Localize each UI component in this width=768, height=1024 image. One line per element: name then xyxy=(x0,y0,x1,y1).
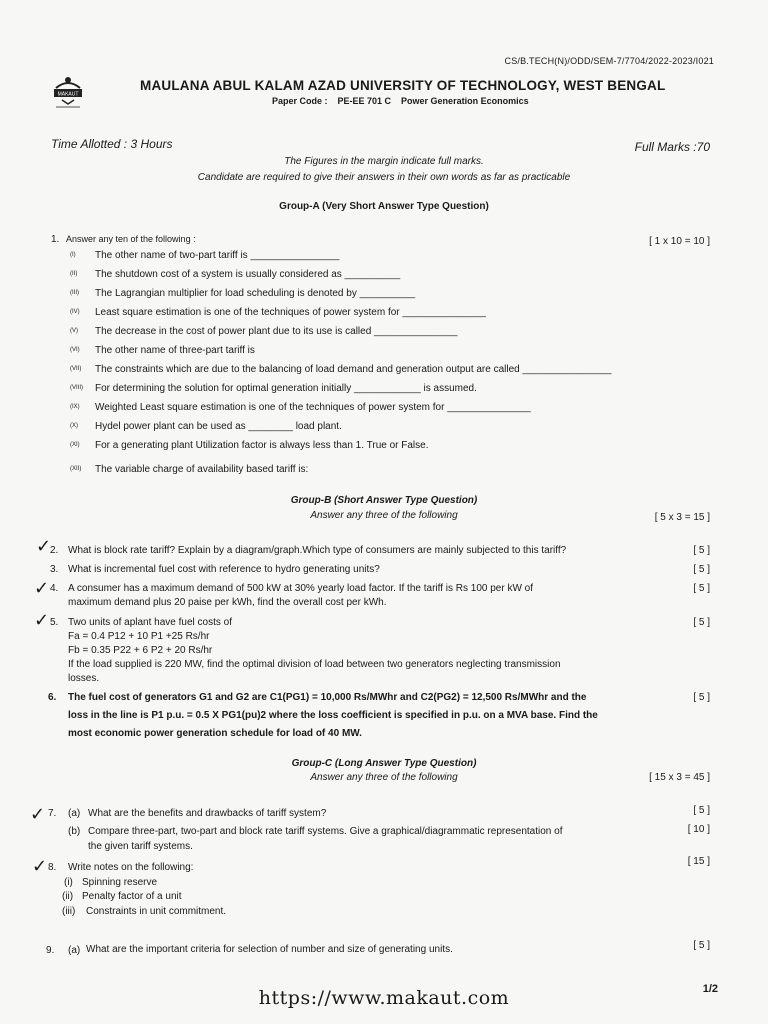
paper-info xyxy=(272,96,539,106)
q1-instruction: Answer any ten of the following : xyxy=(66,234,196,244)
q5-line1: Two units of aplant have fuel costs of xyxy=(68,617,232,628)
university-logo xyxy=(48,74,88,110)
q6-line3: most economic power generation schedule for load of 40 MW. xyxy=(68,728,362,739)
q5-number: 5. xyxy=(50,617,59,628)
q4-marks: [ 5 ] xyxy=(693,583,710,594)
q8-item-label: (iii) xyxy=(62,906,76,917)
q6-line2: loss in the line is P1 p.u. = 0.5 X PG1(pu)2 where the loss coefficient is specified in p.u. on a MVA base. Find the xyxy=(68,710,598,721)
university-name: MAULANA ABUL KALAM AZAD UNIVERSITY OF TECHNOLOGY, WEST BENGAL xyxy=(140,78,666,93)
question-roman-numeral: (V) xyxy=(70,328,78,334)
q5-line4: If the load supplied is 220 MW, find the optimal division of load between two generators neglecting transmission xyxy=(68,659,561,670)
q7b-label: (b) xyxy=(68,826,81,837)
group-a-question: Hydel power plant can be used as ________ load plant. xyxy=(95,421,342,432)
q2-marks: [ 5 ] xyxy=(693,545,710,556)
q9-number: 9. xyxy=(46,945,55,956)
candidate-note: Candidate are required to give their answers in their own words as far as practicable xyxy=(197,172,571,183)
group-c-title: Group-C (Long Answer Type Question) xyxy=(291,758,477,769)
check-mark-icon: ✓ xyxy=(34,578,50,599)
q2-number: 2. xyxy=(50,545,59,556)
question-roman-numeral: (VII) xyxy=(70,366,82,372)
question-roman-numeral: (IV) xyxy=(70,309,80,315)
group-c-instruction: Answer any three of the following xyxy=(310,772,458,783)
group-a-question: The shutdown cost of a system is usually considered as __________ xyxy=(95,269,401,280)
q7a-marks: [ 5 ] xyxy=(693,805,710,816)
q7a-label: (a) xyxy=(68,808,81,819)
question-roman-numeral: (XII) xyxy=(70,466,82,472)
q4-line1: A consumer has a maximum demand of 500 kW at 30% yearly load factor. If the tariff is Rs 100 per kW of xyxy=(68,583,534,594)
q8-number: 8. xyxy=(48,862,57,873)
question-roman-numeral: (I) xyxy=(70,252,76,258)
group-b-title: Group-B (Short Answer Type Question) xyxy=(290,495,478,506)
q5-line2: Fa = 0.4 P12 + 10 P1 +25 Rs/hr xyxy=(68,631,210,642)
q4-line2: maximum demand plus 20 paise per kWh, find the overall cost per kWh. xyxy=(68,597,387,608)
group-a-question: Least square estimation is one of the techniques of power system for _______________ xyxy=(95,307,486,318)
q6-number: 6. xyxy=(48,692,57,703)
q8-item-text: Penalty factor of a unit xyxy=(82,891,182,902)
full-marks: Full Marks :70 xyxy=(634,140,710,154)
paper-title: Power Generation Economics xyxy=(401,96,529,106)
q2-text: What is block rate tariff? Explain by a diagram/graph.Which type of consumers are mainly subjected to this tariff? xyxy=(68,545,567,556)
group-a-question: Weighted Least square estimation is one of the techniques of power system for _______________ xyxy=(95,402,531,413)
group-a-question: The other name of two-part tariff is ________________ xyxy=(95,250,340,261)
time-allotted: Time Allotted : 3 Hours xyxy=(51,137,173,151)
exam-code: CS/B.TECH(N)/ODD/SEM-7/7704/2022-2023/I021 xyxy=(504,56,714,66)
paper-code: PE-EE 701 C xyxy=(337,96,392,106)
margin-note: The Figures in the margin indicate full marks. xyxy=(284,156,484,167)
question-roman-numeral: (II) xyxy=(70,271,78,277)
q8-item-text: Spinning reserve xyxy=(82,877,158,888)
check-mark-icon: ✓ xyxy=(30,804,46,825)
q7-number: 7. xyxy=(48,808,57,819)
q5-line3: Fb = 0.35 P22 + 6 P2 + 20 Rs/hr xyxy=(68,645,213,656)
q7a-text: What are the benefits and drawbacks of tariff system? xyxy=(88,808,327,819)
group-a-marks: [ 1 x 10 = 10 ] xyxy=(649,236,710,247)
q6-line1: The fuel cost of generators G1 and G2 are C1(PG1) = 10,000 Rs/MWhr and C2(PG2) = 12,500 Rs/MWhr and the xyxy=(68,692,587,703)
group-a-title: Group-A (Very Short Answer Type Question) xyxy=(279,201,489,212)
paper-code-label: Paper Code : xyxy=(272,96,328,106)
q5-line5: losses. xyxy=(68,673,100,684)
q9a-label: (a) xyxy=(68,945,81,956)
q3-marks: [ 5 ] xyxy=(693,564,710,575)
group-a-question: The other name of three-part tariff is xyxy=(95,345,255,356)
q9a-text: What are the important criteria for selection of number and size of generating units. xyxy=(86,944,453,955)
group-b-marks: [ 5 x 3 = 15 ] xyxy=(654,512,710,523)
check-mark-icon: ✓ xyxy=(32,856,48,877)
q8-marks: [ 15 ] xyxy=(687,856,710,867)
question-roman-numeral: (VIII) xyxy=(70,385,83,391)
check-mark-icon: ✓ xyxy=(36,536,52,557)
question-roman-numeral: (XI) xyxy=(70,442,80,448)
group-c-marks: [ 15 x 3 = 45 ] xyxy=(649,772,710,783)
group-a-question: The Lagrangian multiplier for load scheduling is denoted by __________ xyxy=(95,288,416,299)
q7b-line2: the given tariff systems. xyxy=(88,841,193,852)
source-url: https://www.makaut.com xyxy=(258,987,510,1009)
group-a-question: The variable charge of availability based tariff is: xyxy=(95,464,309,475)
q5-marks: [ 5 ] xyxy=(693,617,710,628)
question-roman-numeral: (X) xyxy=(70,423,78,429)
group-a-question: For a generating plant Utilization factor is always less than 1. True or False. xyxy=(95,440,429,451)
q8-item-label: (ii) xyxy=(62,891,74,902)
q3-text: What is incremental fuel cost with reference to hydro generating units? xyxy=(68,564,380,575)
q3-number: 3. xyxy=(50,564,59,575)
q7b-marks: [ 10 ] xyxy=(687,824,710,835)
question-roman-numeral: (III) xyxy=(70,290,79,296)
question-roman-numeral: (IX) xyxy=(70,404,80,410)
q4-number: 4. xyxy=(50,583,59,594)
page-number: 1/2 xyxy=(702,983,718,995)
logo-text: MAKAUT xyxy=(57,91,79,98)
question-roman-numeral: (VI) xyxy=(70,347,80,353)
q6-marks: [ 5 ] xyxy=(693,692,710,703)
q8-item-text: Constraints in unit commitment. xyxy=(86,906,227,917)
group-a-question: For determining the solution for optimal generation initially ____________ is assumed. xyxy=(95,383,477,394)
check-mark-icon: ✓ xyxy=(34,610,50,631)
q1-number: 1. xyxy=(51,234,60,245)
group-a-question: The constraints which are due to the balancing of load demand and generation output are called ________________ xyxy=(95,364,612,375)
q8-item-label: (i) xyxy=(64,877,73,888)
q7b-line1: Compare three-part, two-part and block rate tariff systems. Give a graphical/diagrammatic representation of xyxy=(88,826,563,837)
group-b-instruction: Answer any three of the following xyxy=(310,510,458,521)
q8-text: Write notes on the following: xyxy=(68,862,194,873)
group-a-question: The decrease in the cost of power plant due to its use is called _______________ xyxy=(95,326,458,337)
q9a-marks: [ 5 ] xyxy=(693,940,710,951)
